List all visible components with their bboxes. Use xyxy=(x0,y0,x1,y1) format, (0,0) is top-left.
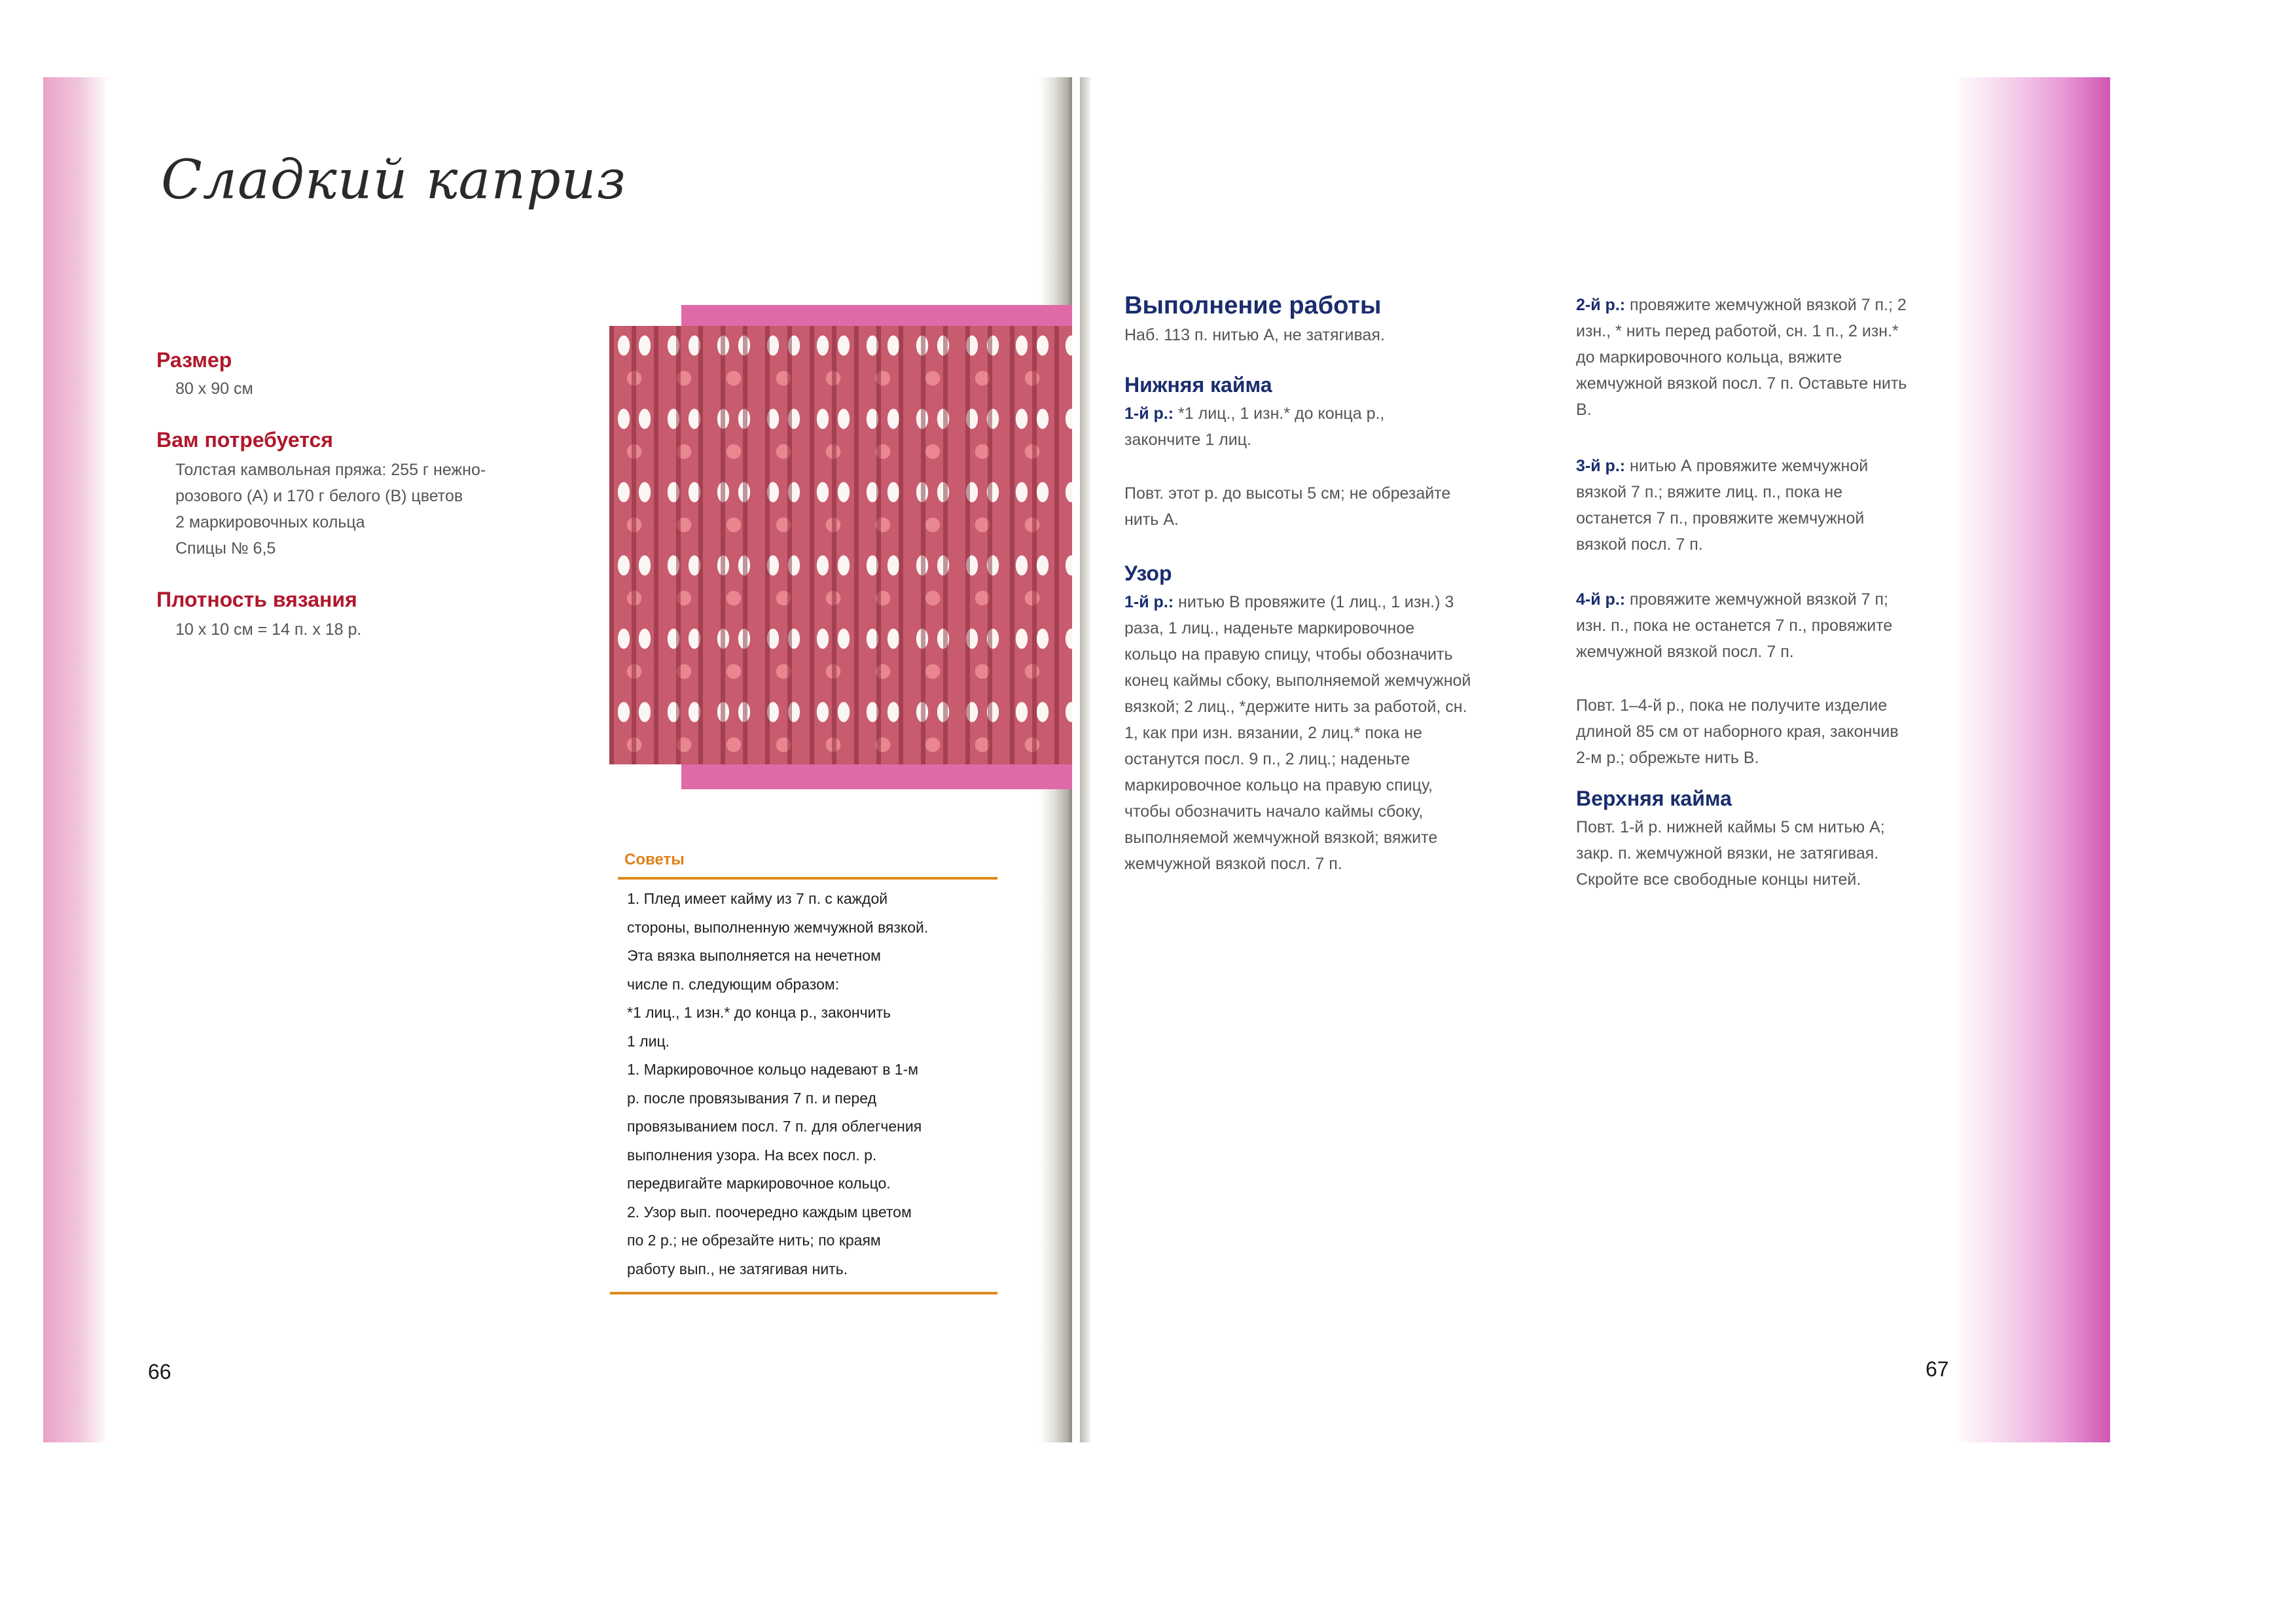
row-label: 1-й р.: xyxy=(1124,593,1174,611)
page-number-left: 66 xyxy=(148,1360,171,1383)
pattern-row4 xyxy=(1576,586,1892,665)
row-text: до маркировочного кольца, вяжите xyxy=(1576,348,1842,366)
tips-line: 2. Узор вып. поочередно каждым цветом xyxy=(627,1203,912,1221)
materials-heading: Вам потребуется xyxy=(156,428,333,452)
row-label: 2-й р.: xyxy=(1576,296,1626,314)
row-text: вязкой 7 п.; вяжите лиц. п., пока не xyxy=(1576,483,1843,501)
tips-line: работу вып., не затягивая нить. xyxy=(627,1260,848,1277)
tips-bottom-rule xyxy=(610,1292,997,1294)
bottom-border-repeat xyxy=(1124,480,1450,533)
repeat-line: длиной 85 см от наборного края, закончив xyxy=(1576,722,1899,741)
repeat-line: Повт. этот р. до высоты 5 см; не обрезайте xyxy=(1124,484,1451,503)
row-text: *1 лиц., 1 изн.* до конца р., xyxy=(1178,404,1385,423)
page-number-right: 67 xyxy=(1926,1357,1949,1381)
top-border-line: Повт. 1-й р. нижней каймы 5 см нитью А; xyxy=(1576,818,1885,836)
top-border-line: Скройте все свободные концы нитей. xyxy=(1576,870,1861,889)
row-text: нитью В провяжите (1 лиц., 1 изн.) 3 xyxy=(1178,593,1454,611)
right-page-spine xyxy=(1080,77,1090,1442)
tips-line: по 2 р.; не обрезайте нить; по краям xyxy=(627,1232,881,1249)
top-border-line: закр. п. жемчужной вязки, не затягивая. xyxy=(1576,844,1879,863)
row-text: останется 7 п., провяжите жемчужной xyxy=(1576,509,1865,527)
tips-line: выполнения узора. На всех посл. р. xyxy=(627,1146,877,1164)
row-text: жемчужной вязкой посл. 7 п. xyxy=(1124,855,1342,873)
tips-top-rule xyxy=(618,877,997,880)
tips-line: 1. Плед имеет кайму из 7 п. с каждой xyxy=(627,890,888,907)
tips-line: провязыванием посл. 7 п. для облегчения xyxy=(627,1118,922,1135)
row-label: 1-й р.: xyxy=(1124,404,1174,423)
repeat-line: нить А. xyxy=(1124,510,1179,529)
row-text: закончите 1 лиц. xyxy=(1124,431,1251,449)
tips-line: числе п. следующим образом: xyxy=(627,975,840,993)
pattern-title: Сладкий каприз xyxy=(161,149,627,211)
row-text: вязкой посл. 7 п. xyxy=(1576,535,1703,554)
row-text: чтобы обозначить начало каймы сбоку, xyxy=(1124,802,1424,821)
row-text: выполняемой жемчужной вязкой; вяжите xyxy=(1124,829,1438,847)
row-text: жемчужной вязкой посл. 7 п. xyxy=(1576,643,1794,661)
row-text: В. xyxy=(1576,401,1592,419)
row-text: раза, 1 лиц., наденьте маркировочное xyxy=(1124,619,1415,637)
tips-line: 1 лиц. xyxy=(627,1032,670,1050)
pattern-heading: Узор xyxy=(1124,562,1172,585)
right-page xyxy=(1080,77,2110,1442)
right-page-pink-edge xyxy=(1953,77,2110,1442)
row-text: изн. п., пока не останется 7 п., провяжите xyxy=(1576,616,1893,635)
row-label: 4-й р.: xyxy=(1576,590,1626,609)
left-page xyxy=(43,77,1072,1442)
repeat-line: 2-м р.; обрежьте нить В. xyxy=(1576,749,1759,767)
row-text: изн., * нить перед работой, сн. 1 п., 2 изн.* xyxy=(1576,322,1899,340)
row-label: 3-й р.: xyxy=(1576,457,1626,475)
bottom-border-heading: Нижняя кайма xyxy=(1124,373,1272,397)
row-text: провяжите жемчужной вязкой 7 п.; 2 xyxy=(1630,296,1907,314)
tips-list xyxy=(627,885,1000,1283)
bottom-border-row1 xyxy=(1124,401,1384,453)
size-heading: Размер xyxy=(156,348,232,372)
row-text: провяжите жемчужной вязкой 7 п; xyxy=(1630,590,1888,609)
row-text: вязкой; 2 лиц., *держите нить за работой, сн. xyxy=(1124,698,1467,716)
row-text: жемчужной вязкой посл. 7 п. Оставьте нить xyxy=(1576,374,1907,393)
pattern-row1 xyxy=(1124,589,1471,877)
row-text: маркировочное кольцо на правую спицу, xyxy=(1124,776,1433,794)
row-text: конец каймы сбоку, выполняемой жемчужной xyxy=(1124,671,1471,690)
pattern-row3 xyxy=(1576,453,1868,558)
work-heading: Выполнение работы xyxy=(1124,292,1382,319)
row-text: 1, как при изн. вязании, 2 лиц.* пока не xyxy=(1124,724,1422,742)
tips-label: Советы xyxy=(624,851,685,868)
tips-line: Эта вязка выполняется на нечетном xyxy=(627,947,881,964)
materials-line: розового (А) и 170 г белого (В) цветов xyxy=(175,487,463,505)
materials-line: 2 маркировочных кольца xyxy=(175,513,365,531)
size-value: 80 x 90 см xyxy=(175,380,253,398)
tips-line: *1 лиц., 1 изн.* до конца р., закончить xyxy=(627,1004,891,1021)
top-border-heading: Верхняя кайма xyxy=(1576,787,1732,810)
work-cast-on: Наб. 113 п. нитью А, не затягивая. xyxy=(1124,326,1385,344)
materials-line: Спицы № 6,5 xyxy=(175,539,276,558)
pattern-repeat xyxy=(1576,692,1899,771)
knitted-swatch-photo xyxy=(609,326,1072,764)
tips-line: р. после провязывания 7 п. и перед xyxy=(627,1089,876,1107)
materials-line: Толстая камвольная пряжа: 255 г нежно- xyxy=(175,461,486,479)
tips-line: передвигайте маркировочное кольцо. xyxy=(627,1175,891,1192)
row-text: кольцо на правую спицу, чтобы обозначить xyxy=(1124,645,1453,664)
pattern-row2 xyxy=(1576,292,1907,423)
row-text: останутся посл. 9 п., 2 лиц.; наденьте xyxy=(1124,750,1410,768)
gauge-value: 10 x 10 см = 14 п. x 18 р. xyxy=(175,620,362,639)
materials-list xyxy=(175,457,486,562)
repeat-line: Повт. 1–4-й р., пока не получите изделие xyxy=(1576,696,1888,715)
tips-line: стороны, выполненную жемчужной вязкой. xyxy=(627,918,929,936)
tips-line: 1. Маркировочное кольцо надевают в 1-м xyxy=(627,1061,919,1078)
left-page-pink-edge xyxy=(43,77,109,1442)
row-text: нитью А провяжите жемчужной xyxy=(1630,457,1869,475)
top-border-text xyxy=(1576,814,1885,893)
gauge-heading: Плотность вязания xyxy=(156,588,357,611)
